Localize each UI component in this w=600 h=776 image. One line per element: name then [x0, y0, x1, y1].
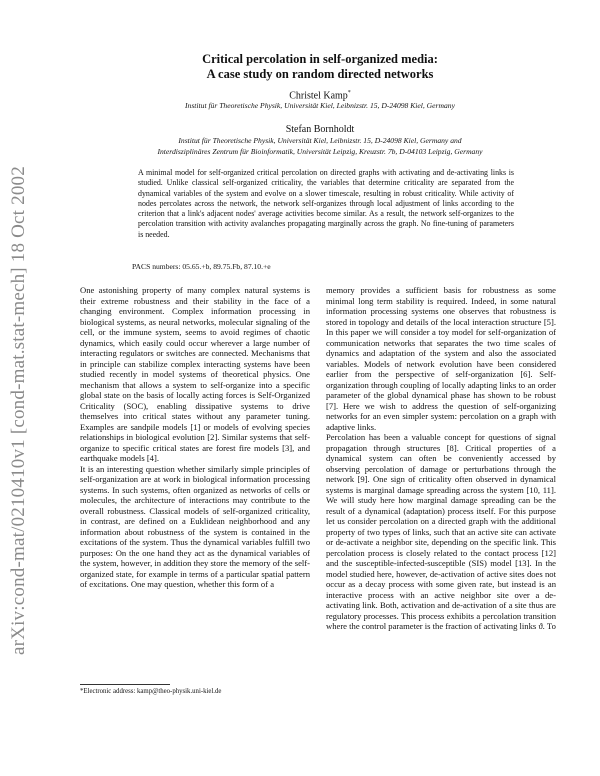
author-1-footnote-marker: *: [347, 90, 351, 96]
paragraph: memory provides a sufficient basis for robustness as some minimal long term stability is required. Indeed, in some natural information processing systems one observes that robustness is stored in topology and details of the local interaction structure [5]. In this paper we will consider a toy model for self-organization of communication networks that separates the two time scales of dynamics and adaptation of the system and also the associated variables. Models of network evolution have been considered earlier from the perspective of self-organization [6]. Self-organization through coupling of locally adapting links to an order parameter of the global dynamical phase has shown to be robust [7]. Here we wish to address the question of self-organizing networks for an even simpler system: percolation on a graph with adaptive links.: [326, 285, 556, 432]
left-column: [80, 285, 310, 590]
pacs-numbers: PACS numbers: 05.65.+b, 89.75.Fb, 87.10.+e: [132, 262, 271, 271]
paper-title: [110, 52, 530, 82]
author-1-name: Christel Kamp: [289, 90, 348, 102]
author-2-affiliation-line-2: Interdisziplinäres Zentrum für Bioinformatik, Universität Leipzig, Kreuzstr. 7b, D-04103 Leipzig, Germany: [157, 146, 483, 156]
title-line-1: Critical percolation in self-organized media:: [202, 52, 438, 66]
arxiv-identifier-stamp: arXiv:cond-mat/0210410v1 [cond-mat.stat-mech] 18 Oct 2002: [8, 166, 29, 655]
paragraph: It is an interesting question whether similarly simple principles of self-organization are at work in biological information processing systems. In such systems, often organized as networks of cells or molecules, the architecture of interactions may contribute to the overall robustness. Classical models of self-organized criticality, in contrast, are defined on a Euklidean neighborhood and any information about robustness of the system is contained in the excitations of the system. Thus the dynamical variables fulfill two purposes: On the one hand they act as the dynamical variables of the system, however, in addition they store the memory of the self-organized state, for example in terms of a particular spatial pattern of excitations. One may question, whether this form of a: [80, 463, 310, 589]
footnote-rule: [80, 684, 170, 685]
abstract: A minimal model for self-organized critical percolation on directed graphs with activating and de-activating links is studied. Unlike classical self-organized criticality, the variables that determine criticality are separated from the dynamical variables of the system and evolve on a slower timescale, resulting in robust criticality. While activity of nodes percolates across the network, the network self-organizes through local adjustment of links according to the criterion that a link's adjacent nodes' average activities become similar. As a result, the network self-organizes to the percolation transition with activity avalanches propagating marginally across the graph. No fine-tuning of parameters is needed.: [138, 168, 514, 239]
title-line-2: A case study on random directed networks: [206, 67, 434, 81]
author-1-affiliation: Institut für Theoretische Physik, Universität Kiel, Leibnizstr. 15, D-24098 Kiel, Germany: [185, 101, 455, 110]
paragraph: One astonishing property of many complex natural systems is their extreme robustness and their stability in the face of a changing environment. Complex information processing in biological systems, as neural networks, molecular signaling of the cell, or the immune system, seems to avoid regimes of chaotic dynamics, which easily could occur wherever a large number of interacting regulators or switches are connected. Mechanisms that in principle can stabilize complex interacting systems have been studied recently in model systems of theoretical physics. One mechanism that allows a system to self-organize into a specific global state on the basis of locally acting forces is Self-Organized Criticality (SOC), enabling dissipative systems to drive themselves into critical states without any parameter tuning. Examples are sandpile models [1] or models of evolving species relationships in biological evolution [2]. Similar systems that self-organize to specific critical states are forest fire models [3], and earthquake models [4].: [80, 285, 310, 463]
right-column: [326, 285, 556, 632]
paragraph: Percolation has been a valuable concept for questions of signal propagation through structures [8]. Critical properties of a dynamical system can often be conveniently accessed by observing percolation of damage or perturbations through the network [9]. One sign of criticality often observed in dynamical systems is marginal damage spreading across the system [10, 11]. We will study here how marginal damage spreading can be the result of a dynamical (adaptation) process itself. For this purpose let us consider percolation on a directed graph with the additional property of two types of links, such that an active site can activate or de-activate a neighbor site, depending on the specific link. This percolation process is closely related to the contact process [12] and the susceptible-infected-susceptible (SIS) model [13]. In the model studied here, however, de-activation of active sites does not occur as a decay process with some given rate, but instead is an interactive process with an active neighbor site over a de-activating link. Both, activation and de-activation of a site thus are regulatory processes. This process exhibits a percolation transition where the control parameter is the fraction of activating links ϑ. To: [326, 432, 556, 631]
author-2-affiliation-line-1: Institut für Theoretische Physik, Universität Kiel, Leibnizstr. 15, D-24098 Kiel, Germany and: [178, 136, 462, 145]
author-1: [110, 90, 530, 101]
author-2-affiliation: [60, 136, 580, 157]
footnote-email: *Electronic address: kamp@theo-physik.uni-kiel.de: [80, 688, 222, 695]
author-2-name: Stefan Bornholdt: [285, 124, 355, 135]
